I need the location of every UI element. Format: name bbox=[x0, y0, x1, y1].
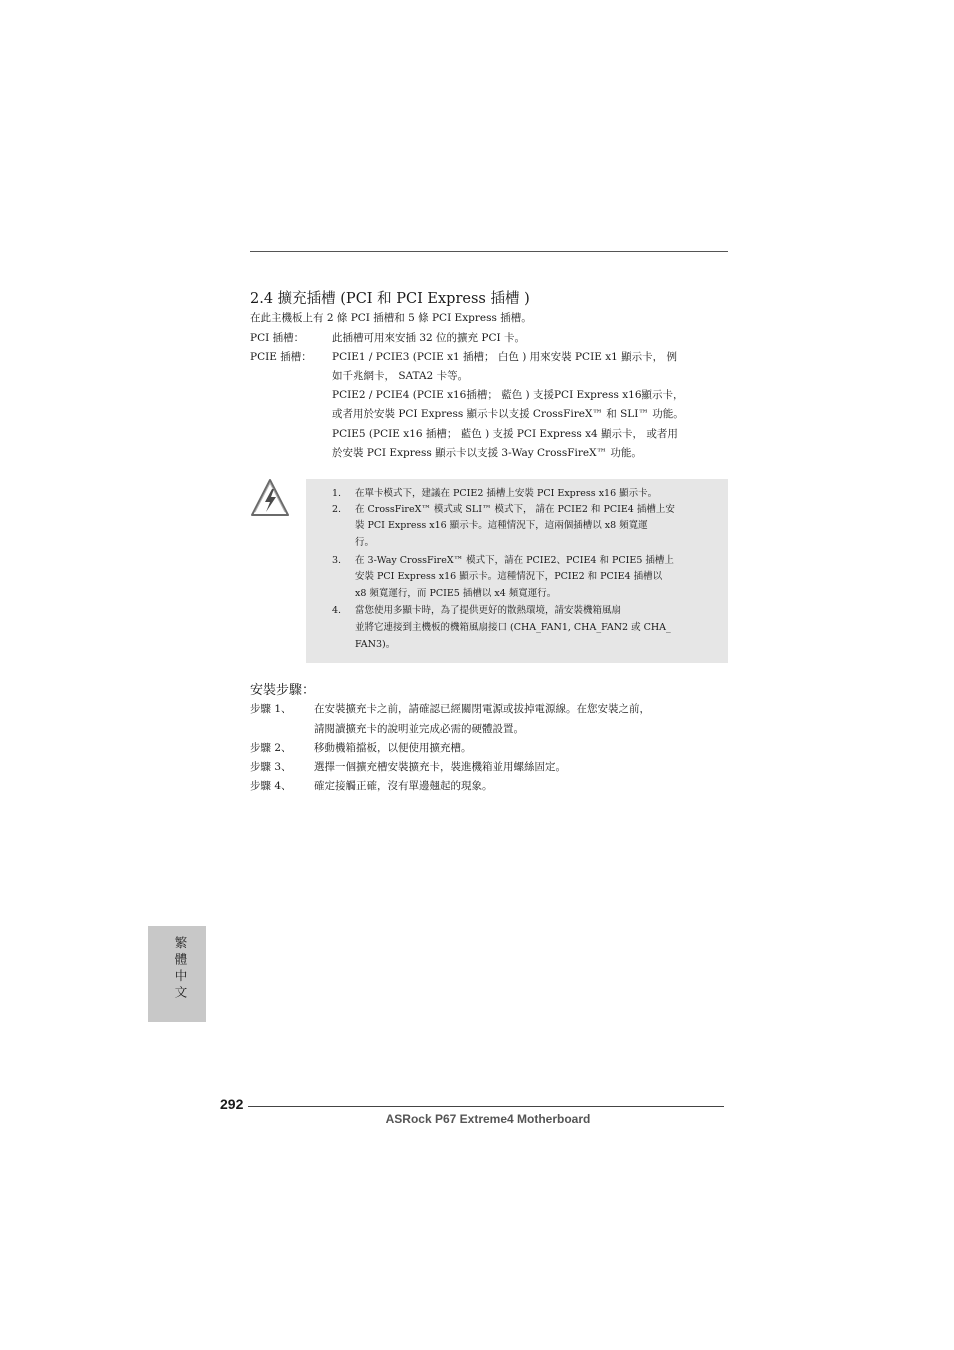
step-text: 確定接觸正確，沒有單邊翹起的現象。 bbox=[314, 780, 493, 792]
note-line: 在單卡模式下，建議在 PCIE2 插槽上安裝 PCI Express x16 顯示卡。 bbox=[355, 488, 658, 499]
note-number: 1. bbox=[332, 488, 342, 499]
language-tab-label: 繁體中文 bbox=[173, 936, 188, 1002]
note-line: 安裝 PCI Express x16 顯示卡。這種情況下，PCIE2 和 PCIE4 插槽以 bbox=[355, 571, 663, 582]
pcie-slot-label: PCIE 插槽： bbox=[250, 351, 312, 363]
pci-slot-label: PCI 插槽： bbox=[250, 332, 305, 344]
language-tab bbox=[148, 926, 206, 1022]
note-number: 3. bbox=[332, 555, 342, 566]
note-line: 行。 bbox=[355, 537, 375, 548]
pci-slot-text: 此插槽可用來安插 32 位的擴充 PCI 卡。 bbox=[332, 332, 525, 344]
intro-text: 在此主機板上有 2 條 PCI 插槽和 5 條 PCI Express 插槽。 bbox=[250, 312, 532, 324]
pcie-line: PCIE2 / PCIE4 (PCIE x16插槽； 藍色 ) 支援PCI Express x16顯示卡， bbox=[332, 389, 684, 401]
page-number: 292 bbox=[220, 1096, 244, 1112]
step-label: 步驟 4、 bbox=[250, 780, 292, 792]
note-line: 在 CrossFireX™ 模式或 SLI™ 模式下， 請在 PCIE2 和 PCIE4 插槽上安 bbox=[355, 504, 675, 515]
step-text: 選擇一個擴充槽安裝擴充卡，裝進機箱並用螺絲固定。 bbox=[314, 761, 566, 773]
step-text: 移動機箱擋板，以便使用擴充槽。 bbox=[314, 742, 472, 754]
note-number: 4. bbox=[332, 605, 342, 616]
note-line: 並將它連接到主機板的機箱風扇接口 (CHA_FAN1, CHA_FAN2 或 CHA_ bbox=[355, 622, 671, 633]
install-title: 安裝步驟： bbox=[250, 683, 316, 698]
pcie-line: 於安裝 PCI Express 顯示卡以支援 3-Way CrossFireX™ 功能。 bbox=[332, 447, 642, 459]
note-line: 裝 PCI Express x16 顯示卡。這種情況下，這兩個插槽以 x8 頻寬運 bbox=[355, 520, 648, 531]
note-line: FAN3)。 bbox=[355, 639, 396, 650]
pcie-line: 如千兆網卡， SATA2 卡等。 bbox=[332, 370, 469, 382]
step-text: 請閱讀擴充卡的說明並完成必需的硬體設置。 bbox=[314, 723, 524, 735]
bottom-rule bbox=[248, 1106, 724, 1107]
step-label: 步驟 2、 bbox=[250, 742, 292, 754]
pcie-line: PCIE5 (PCIE x16 插槽； 藍色 ) 支援 PCI Express x4 顯示卡， 或者用 bbox=[332, 428, 678, 440]
step-text: 在安裝擴充卡之前，請確認已經關閉電源或拔掉電源線。在您安裝之前， bbox=[314, 703, 650, 715]
section-title: 2.4 擴充插槽 (PCI 和 PCI Express 插槽 ) bbox=[250, 291, 530, 307]
pcie-line: 或者用於安裝 PCI Express 顯示卡以支援 CrossFireX™ 和 SLI™ 功能。 bbox=[332, 408, 684, 420]
step-label: 步驟 3、 bbox=[250, 761, 292, 773]
top-rule bbox=[250, 251, 728, 252]
note-line: 在 3-Way CrossFireX™ 模式下，請在 PCIE2、PCIE4 和 PCIE5 插槽上 bbox=[355, 555, 674, 566]
pcie-line: PCIE1 / PCIE3 (PCIE x1 插槽； 白色 ) 用來安裝 PCIE x1 顯示卡， 例 bbox=[332, 351, 677, 363]
note-number: 2. bbox=[332, 504, 342, 515]
note-line: 當您使用多顯卡時，為了提供更好的散熱環境，請安裝機箱風扇 bbox=[355, 605, 622, 616]
warning-lightning-icon bbox=[250, 478, 290, 518]
note-line: x8 頻寬運行，而 PCIE5 插槽以 x4 頻寬運行。 bbox=[355, 588, 557, 599]
footer-text: ASRock P67 Extreme4 Motherboard bbox=[385, 1112, 591, 1126]
step-label: 步驟 1、 bbox=[250, 703, 292, 715]
